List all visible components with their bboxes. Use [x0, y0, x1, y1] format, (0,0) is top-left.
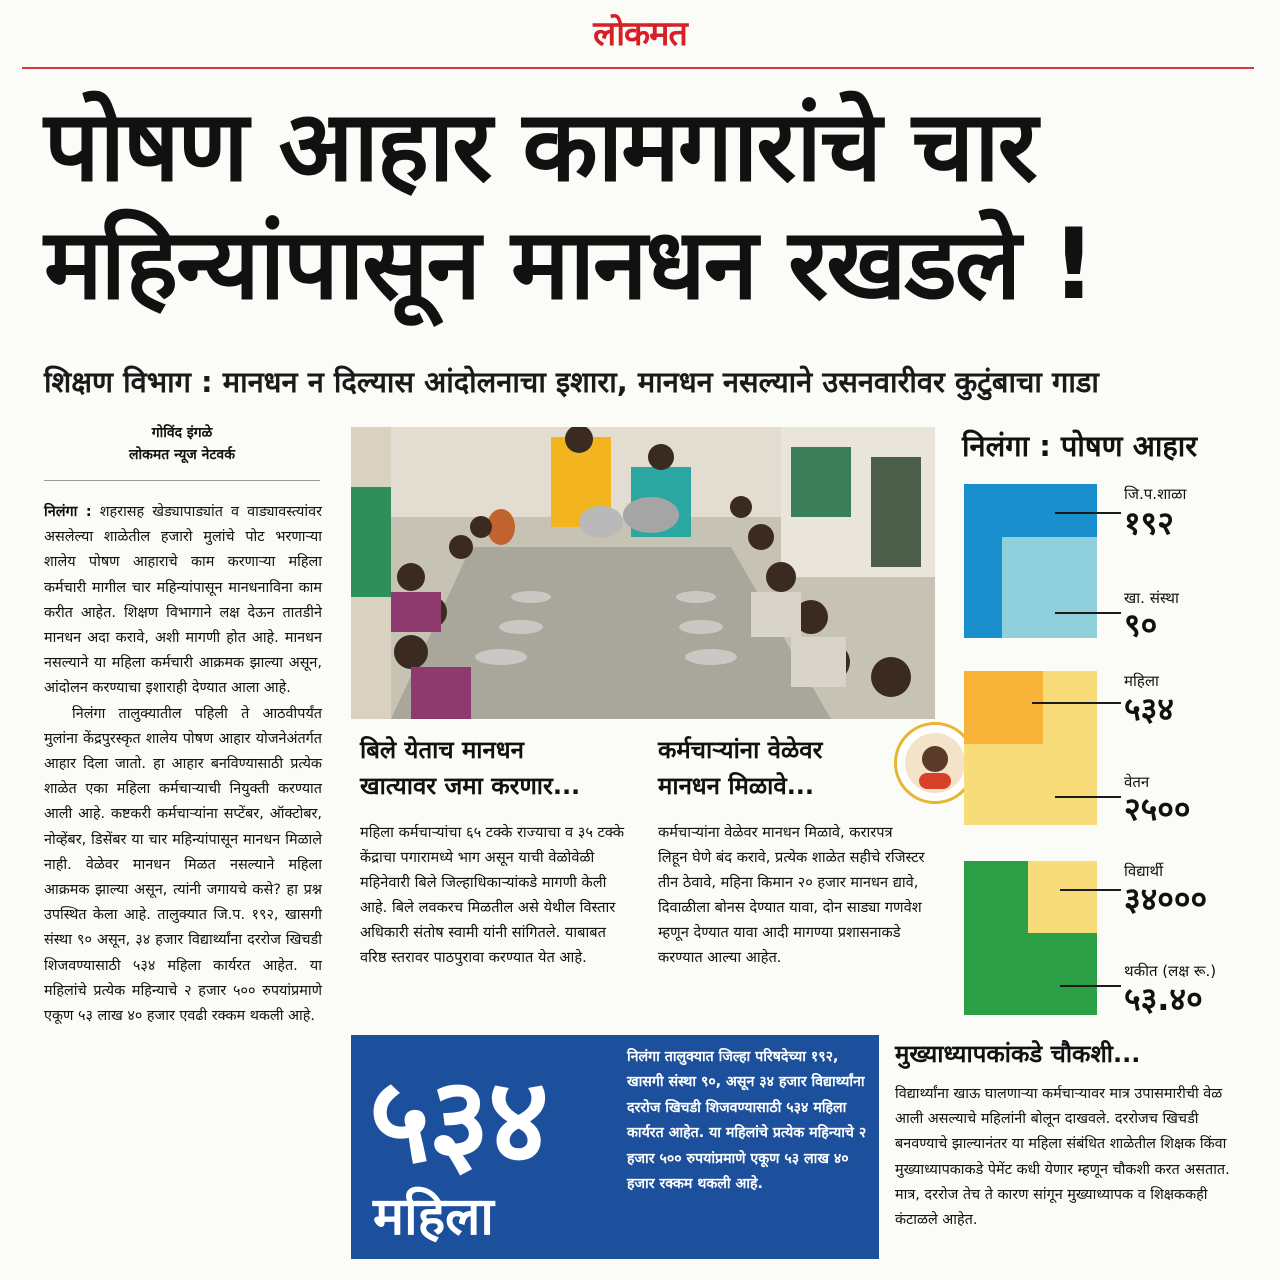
highlight-number: ५३४ [369, 1051, 548, 1189]
story-bills-title [360, 732, 630, 804]
main-story-para-2: निलंगा तालुक्यातील पहिली ते आठवीपर्यंत मुलांना केंद्रपुरस्कृत शालेय पोषण आहार योजनेअंतर्गत आहार दिला जातो. हा आहार बनविण्यासाठी प्रत्येक शाळेत एका महिला कर्मचाऱ्याची नियुक्ती करण्यात आली आहे. कष्टकरी कर्मचाऱ्यांना सप्टेंबर, ऑक्टोबर, नोव्हेंबर, डिसेंबर या चार महिन्यांपासून मानधन मिळाले नाही. वेळेवर मानधन मिळत नसल्याने महिला आक्रमक झाल्या असून, त्यांनी जगायचे कसे? हा प्रश्न उपस्थित केला आहे. तालुक्यात जि.प. १९२, खासगी संस्था ९० असून, ३४ हजार विद्यार्थ्यांना दररोज खिचडी शिजवण्यासाठी ५३४ महिला कार्यरत आहेत. या महिलांचे प्रत्येक महिन्याचे २ हजार ५०० रुपयांप्रमाणे एकूण ५३ लाख ४० हजार एवढी रक्कम थकली आहे. [44, 705, 322, 1025]
headline [44, 88, 1264, 324]
leader-line-5 [1060, 889, 1121, 891]
byline-divider [44, 480, 320, 481]
main-story-para-1 [44, 500, 322, 702]
leader-line-4 [1055, 796, 1121, 798]
story-demands-title-line-1: कर्मचाऱ्यांना वेळेवर [658, 736, 823, 764]
byline [44, 422, 320, 466]
photo-children-eating [351, 427, 935, 719]
byline-author: गोविंद इंगळे [151, 425, 213, 441]
story-demands-body: कर्मचाऱ्यांना वेळेवर मानधन मिळावे, करारपत्र लिहून घेणे बंद करावे, प्रत्येक शाळेत सहीचे रजिस्टर तीन ठेवावे, महिना किमान २० हजार मानधन द्यावे, दिवाळीला बोनस देण्यात यावा, दोन साड्या गणवेश म्हणून देण्यात यावा आदी मागण्या प्रशासनाकडे करण्यात आल्या आहेत. [658, 824, 925, 966]
label-women: महिला [1124, 672, 1159, 690]
newspaper-logo: लोकमत [593, 14, 687, 54]
label-private: खा. संस्था [1124, 589, 1179, 607]
byline-agency: लोकमत न्यूज नेटवर्क [129, 447, 235, 463]
badge-avatar-icon [897, 725, 973, 801]
bar-students [1028, 861, 1097, 933]
leader-line-6 [1060, 985, 1121, 987]
masthead [0, 14, 1280, 54]
value-students: ३४००० [1124, 880, 1208, 918]
label-salary: वेतन [1124, 773, 1150, 791]
label-dues: थकीत (लक्ष रू.) [1124, 962, 1217, 980]
infographic-title: निलंगा : पोषण आहार [962, 429, 1198, 463]
story-inquiry-body: विद्यार्थ्यांना खाऊ घालणाऱ्या कर्मचाऱ्यावर मात्र उपासमारीची वेळ आली असल्याचे महिलांनी बोलून दाखवले. दररोजच खिचडी बनवण्याचे झाल्यानंतर या महिला संबंधित शाळेतील शिक्षक किंवा मुख्याध्यापकाकडे पेमेंट कधी येणार म्हणून चौकशी करत असतात. मात्र, दररोज तेच ते कारण सांगून मुख्याध्यापक व शिक्षककही कंटाळले आहेत. [895, 1086, 1230, 1229]
story-demands-title [658, 732, 898, 804]
headline-line-2: महिन्यांपासून मानधन रखडले ! [44, 208, 1095, 322]
masthead-rule [22, 67, 1254, 69]
main-story-text-1: शहरासह खेड्यापाड्यांत व वाड्यावस्त्यांवर असलेल्या शाळेतील हजारो मुलांचे पोट भरणाऱ्या शालेय पोषण आहाराचे काम करणाऱ्या महिला कर्मचारी मागील चार महिन्यांपासून मानधनाविना काम करीत आहेत. शिक्षण विभागाने लक्ष देऊन तातडीने मानधन अदा करावे, अशी मागणी होत आहे. मानधन नसल्याने या महिला कर्मचारी आक्रमक झाल्या असून, आंदोलन करण्याचा इशाराही देण्यात आला आहे. [44, 504, 322, 697]
main-story [44, 500, 322, 1029]
value-salary: २५०० [1124, 790, 1191, 828]
story-demands-title-line-2: मानधन मिळावे... [658, 772, 815, 800]
bar-private [1002, 537, 1097, 638]
value-dues: ५३.४० [1124, 980, 1203, 1018]
leader-line-2 [1055, 612, 1121, 614]
value-private: ९० [1124, 606, 1158, 644]
subheadline: शिक्षण विभाग : मानधन न दिल्यास आंदोलनाचा इशारा, मानधन नसल्याने उसनवारीवर कुटुंबाचा गाडा [44, 365, 1099, 399]
story-bills-body: महिला कर्मचाऱ्यांचा ६५ टक्के राज्याचा व ३५ टक्के केंद्राचा पगारामध्ये भाग असून याची वेळोवेळी महिनेवारी बिले जिल्हाधिकाऱ्यांकडे मागणी केली आहे. बिले लवकरच मिळतील असे येथील विस्तार अधिकारी संतोष स्वामी यांनी सांगितले. याबाबत वरिष्ठ स्तरावर पाठपुरावा करण्यात येत आहे. [360, 824, 625, 966]
bar-women [964, 671, 1043, 744]
value-school: १९२ [1124, 504, 1174, 542]
highlight-box [351, 1035, 879, 1259]
story-bills-title-line-2: खात्यावर जमा करणार... [360, 772, 581, 800]
label-school: जि.प.शाळा [1124, 485, 1187, 503]
highlight-label: महिला [373, 1187, 494, 1247]
leader-line-3 [1032, 702, 1121, 704]
label-students: विद्यार्थी [1124, 862, 1164, 880]
value-women: ५३४ [1124, 690, 1174, 728]
story-inquiry-title: मुख्याध्यापकांकडे चौकशी... [895, 1040, 1141, 1068]
story-bills-title-line-1: बिले येताच मानधन [360, 736, 524, 764]
dateline-place: निलंगा : [44, 504, 92, 520]
headline-line-1: पोषण आहार कामगारांचे चार [44, 90, 1036, 204]
photo-illustration [351, 427, 935, 719]
leader-line-1 [1055, 512, 1121, 514]
highlight-text: निलंगा तालुक्यात जिल्हा परिषदेच्या १९२, खासगी संस्था ९०, असून ३४ हजार विद्यार्थ्यांना दररोज खिचडी शिजवण्यासाठी ५३४ महिला कार्यरत आहेत. या महिलांचे प्रत्येक महिन्याचे २ हजार ५०० रुपयांप्रमाणे एकूण ५३ लाख ४० हजार रक्कम थकली आहे. [627, 1049, 867, 1193]
